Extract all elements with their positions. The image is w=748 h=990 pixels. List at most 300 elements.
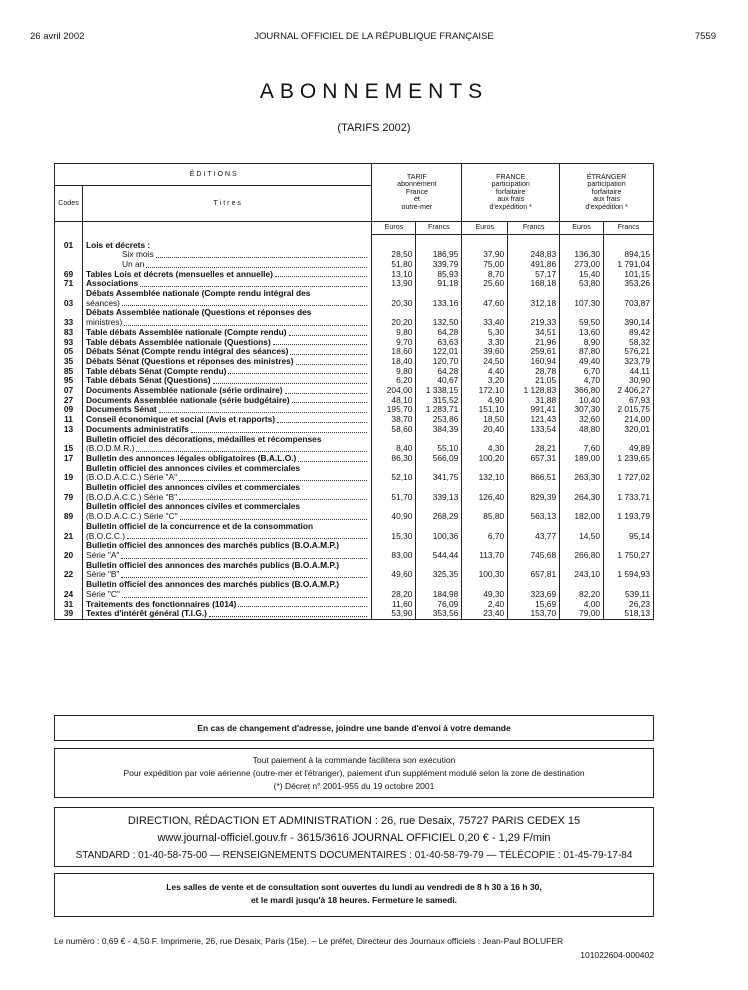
price-cell: 53,90 [372, 609, 416, 619]
price-cell: 219,33 [508, 308, 560, 327]
row-code: 20 [55, 541, 83, 560]
page-date: 26 avril 2002 [30, 31, 85, 42]
footer-reference: 101022604-000402 [580, 950, 654, 960]
row-code: 13 [55, 425, 83, 435]
price-cell: 243,10 [560, 561, 604, 580]
price-cell: 49,89 [604, 435, 654, 454]
price-cell: 75,00 [462, 260, 508, 270]
price-cell: 184,98 [416, 580, 462, 599]
price-cell: 136,30 [560, 250, 604, 260]
price-cell: 91,18 [416, 279, 462, 289]
price-cell: 132,50 [416, 308, 462, 327]
row-title-text: Textes d'intérêt général (T.I.G.) [85, 608, 207, 619]
price-cell: 21,05 [508, 376, 560, 386]
price-cell: 37,90 [462, 250, 508, 260]
price-cell: 39,60 [462, 347, 508, 357]
price-cell: 151,10 [462, 405, 508, 415]
price-cell: 323,79 [604, 357, 654, 367]
direction-address: DIRECTION, RÉDACTION ET ADMINISTRATION : 26, rue Desaix, 75727 PARIS CEDEX 15 [127, 815, 581, 827]
price-cell: 49,30 [462, 580, 508, 599]
page-title: ABONNEMENTS [259, 80, 489, 103]
price-cell: 268,29 [416, 502, 462, 521]
table-row [55, 308, 654, 327]
price-cell: 3,30 [462, 338, 508, 348]
price-cell: 168,18 [508, 279, 560, 289]
price-cell: 195,70 [372, 405, 416, 415]
table-row [55, 435, 654, 454]
row-code: 15 [55, 435, 83, 454]
titres-header: T i t r e s [82, 186, 372, 222]
price-cell: 6,20 [372, 376, 416, 386]
price-cell: 703,87 [604, 289, 654, 308]
table-row [55, 522, 654, 541]
price-cell: 160,94 [508, 357, 560, 367]
price-cell: 38,70 [372, 415, 416, 425]
price-cell: 10,40 [560, 396, 604, 406]
row-title-text: Bulletin des annonces légales obligatoires (B.A.L.O.) [85, 452, 297, 463]
currency-francs: Francs [416, 222, 462, 235]
row-code: 21 [55, 522, 83, 541]
price-cell: 85,93 [416, 270, 462, 280]
row-title-text: Lois et décrets : [85, 239, 151, 250]
price-cell: 28,21 [508, 435, 560, 454]
row-title-line: Débats Assemblée nationale (Questions et réponses des [85, 307, 312, 318]
row-code: 07 [55, 386, 83, 396]
price-cell: 49,60 [372, 561, 416, 580]
price-cell: 1 791,04 [604, 260, 654, 270]
price-cell: 85,80 [462, 502, 508, 521]
payment-line: Pour expédition par voie aérienne (outre-mer et l'étranger), paiement d'un supplément modulé selon la zone de destination [123, 768, 585, 778]
price-cell: 64,28 [416, 367, 462, 377]
price-cell: 544,44 [416, 541, 462, 560]
price-cell: 49,40 [560, 357, 604, 367]
price-cell: 51,80 [372, 260, 416, 270]
price-cell: 172,10 [462, 386, 508, 396]
table-row [55, 289, 654, 308]
page-number: 7559 [694, 31, 716, 42]
table-row [55, 541, 654, 560]
row-title-line: Bulletin officiel de la concurrence et de la consommation [85, 520, 314, 531]
table-row [55, 561, 654, 580]
price-cell: 248,83 [508, 250, 560, 260]
price-cell: 122,01 [416, 347, 462, 357]
price-cell: 13,10 [372, 270, 416, 280]
row-title-text: Conseil économique et social (Avis et rapports) [85, 414, 276, 425]
price-cell: 57,17 [508, 270, 560, 280]
price-cell: 366,80 [560, 386, 604, 396]
price-cell: 7,60 [560, 435, 604, 454]
row-title-text: Table débats Sénat (Questions) [85, 375, 211, 386]
price-cell: 76,09 [416, 600, 462, 610]
price-cell: 26,23 [604, 600, 654, 610]
price-cell: 15,69 [508, 600, 560, 610]
price-cell: 1 128,83 [508, 386, 560, 396]
price-cell: 51,70 [372, 483, 416, 502]
price-cell: 353,56 [416, 609, 462, 619]
price-cell: 52,10 [372, 464, 416, 483]
row-code: 27 [55, 396, 83, 406]
price-cell: 5,30 [462, 328, 508, 338]
price-cell: 21,96 [508, 338, 560, 348]
price-cell: 153,70 [508, 609, 560, 619]
row-title-text: (B.O.D.M.R.) [85, 443, 135, 454]
row-title [82, 609, 372, 619]
price-cell: 107,30 [560, 289, 604, 308]
price-cell: 40,90 [372, 502, 416, 521]
row-title-line [86, 609, 369, 619]
row-title-text: Six mois [121, 249, 154, 260]
row-code: 22 [55, 561, 83, 580]
row-code: 24 [55, 580, 83, 599]
price-cell: 25,60 [462, 279, 508, 289]
price-cell: 55,10 [416, 435, 462, 454]
row-title [82, 561, 372, 580]
price-cell: 384,39 [416, 425, 462, 435]
row-title-text: (B.O.D.A.C.C.) Série "C" [85, 511, 178, 522]
price-cell: 15,40 [560, 270, 604, 280]
price-cell: 2,40 [462, 600, 508, 610]
footer-line: Le numéro : 0,69 € - 4,50 F. Imprimerie, 26, rue Desaix, Paris (15e). – Le préfet, Directeur des Journaux officiels : Jean-Paul BOLUFER [54, 936, 564, 946]
price-cell: 4,40 [462, 367, 508, 377]
price-cell: 1 338,15 [416, 386, 462, 396]
row-code: 89 [55, 502, 83, 521]
sales-hours [54, 873, 654, 917]
price-cell: 33,40 [462, 308, 508, 327]
price-cell: 44,11 [604, 367, 654, 377]
price-cell: 101,15 [604, 270, 654, 280]
row-code: 83 [55, 328, 83, 338]
table-row [55, 250, 654, 260]
payment-notice [54, 748, 654, 798]
france-header: FRANCE participation forfaitaire aux frais d'expédition * [462, 164, 560, 222]
price-cell: 133,16 [416, 289, 462, 308]
row-title-text: (B.O.D.A.C.C.) Série "A" [85, 472, 178, 483]
price-cell: 9,70 [372, 338, 416, 348]
price-cell: 18,40 [372, 357, 416, 367]
price-cell: 9,80 [372, 328, 416, 338]
price-cell: 95,14 [604, 522, 654, 541]
price-cell: 341,75 [416, 464, 462, 483]
row-code: 33 [55, 308, 83, 327]
row-title-text: Documents Sénat [85, 404, 157, 415]
price-cell: 339,79 [416, 260, 462, 270]
price-cell: 1 727,02 [604, 464, 654, 483]
price-cell: 28,50 [372, 250, 416, 260]
row-title-text: Table débats Assemblée nationale (Compte rendu) [85, 326, 287, 337]
price-cell: 1 733,71 [604, 483, 654, 502]
price-cell: 657,31 [508, 454, 560, 464]
price-cell [462, 235, 508, 251]
row-title [82, 502, 372, 521]
price-cell: 100,30 [462, 561, 508, 580]
price-cell: 100,36 [416, 522, 462, 541]
row-title [82, 289, 372, 308]
row-title-line: Bulletin officiel des annonces des marchés publics (B.O.A.M.P.) [85, 579, 339, 590]
row-code: 69 [55, 270, 83, 280]
price-cell: 566,09 [416, 454, 462, 464]
price-cell: 320,01 [604, 425, 654, 435]
price-cell: 23,40 [462, 609, 508, 619]
row-title [82, 308, 372, 327]
price-cell: 53,80 [560, 279, 604, 289]
currency-francs: Francs [604, 222, 654, 235]
price-cell: 266,80 [560, 541, 604, 560]
row-title-text: (B.O.D.A.C.C.) Série "B" [85, 491, 178, 502]
table-row [55, 464, 654, 483]
price-cell: 126,40 [462, 483, 508, 502]
row-title-text: ministres) [85, 317, 123, 328]
payment-line: Tout paiement à la commande facilitera son exécution [252, 755, 456, 765]
price-cell: 1 239,65 [604, 454, 654, 464]
price-cell: 214,00 [604, 415, 654, 425]
price-cell: 20,20 [372, 308, 416, 327]
price-cell: 4,00 [560, 600, 604, 610]
price-cell: 15,30 [372, 522, 416, 541]
price-cell: 28,20 [372, 580, 416, 599]
price-cell: 100,20 [462, 454, 508, 464]
price-cell: 204,00 [372, 386, 416, 396]
price-cell [560, 235, 604, 251]
currency-euros: Euros [462, 222, 508, 235]
row-title [82, 235, 372, 251]
price-cell [416, 235, 462, 251]
price-cell: 14,50 [560, 522, 604, 541]
direction-website: www.journal-officiel.gouv.fr - 3615/3616 JOURNAL OFFICIEL 0,20 € - 1,29 F/min [157, 832, 551, 844]
price-cell: 991,41 [508, 405, 560, 415]
price-cell: 2 406,27 [604, 386, 654, 396]
journal-title: JOURNAL OFFICIEL DE LA RÉPUBLIQUE FRANÇAISE [254, 31, 494, 42]
price-cell: 20,30 [372, 289, 416, 308]
price-cell: 28,78 [508, 367, 560, 377]
price-cell: 58,60 [372, 425, 416, 435]
tariff-table-body [55, 235, 654, 620]
row-title-text: Série "C" [85, 588, 120, 599]
price-cell: 31,88 [508, 396, 560, 406]
price-cell: 133,54 [508, 425, 560, 435]
price-cell: 353,26 [604, 279, 654, 289]
price-cell: 307,30 [560, 405, 604, 415]
price-cell: 323,69 [508, 580, 560, 599]
row-title-text: Documents Assemblée nationale (série ordinaire) [85, 385, 283, 396]
price-cell: 64,28 [416, 328, 462, 338]
row-code: 79 [55, 483, 83, 502]
price-cell: 32,60 [560, 415, 604, 425]
table-row [55, 502, 654, 521]
price-cell: 11,60 [372, 600, 416, 610]
price-cell: 30,90 [604, 376, 654, 386]
price-cell: 182,00 [560, 502, 604, 521]
price-cell: 82,20 [560, 580, 604, 599]
price-cell: 132,10 [462, 464, 508, 483]
price-cell: 4,30 [462, 435, 508, 454]
price-cell: 563,13 [508, 502, 560, 521]
price-cell: 657,81 [508, 561, 560, 580]
price-cell: 339,13 [416, 483, 462, 502]
row-code: 71 [55, 279, 83, 289]
price-cell: 745,68 [508, 541, 560, 560]
row-title [82, 541, 372, 560]
row-code: 31 [55, 600, 83, 610]
row-title [82, 483, 372, 502]
row-code: 85 [55, 367, 83, 377]
price-cell: 48,10 [372, 396, 416, 406]
row-code: 03 [55, 289, 83, 308]
price-cell: 518,13 [604, 609, 654, 619]
row-title-line: Bulletin officiel des décorations, médailles et récompenses [85, 433, 322, 444]
editions-header: É D I T I O N S [55, 164, 372, 186]
currency-euros: Euros [560, 222, 604, 235]
table-row [55, 270, 654, 280]
price-cell: 259,61 [508, 347, 560, 357]
price-cell: 6,70 [462, 522, 508, 541]
price-cell: 264,30 [560, 483, 604, 502]
price-cell: 58,32 [604, 338, 654, 348]
row-title-text: Documents administratifs [85, 423, 189, 434]
row-title-text: Tables Lois et décrets (mensuelles et annuelle) [85, 268, 273, 279]
row-code: 95 [55, 376, 83, 386]
row-code: 11 [55, 415, 83, 425]
row-code: 39 [55, 609, 83, 619]
price-cell: 13,90 [372, 279, 416, 289]
price-cell: 120,70 [416, 357, 462, 367]
row-title-text: Série "B" [85, 569, 120, 580]
price-cell: 13,60 [560, 328, 604, 338]
price-cell: 325,35 [416, 561, 462, 580]
row-title-text: Débats Sénat (Questions et réponses des ministres) [85, 355, 294, 366]
price-cell: 8,90 [560, 338, 604, 348]
currency-francs: Francs [508, 222, 560, 235]
etranger-header: ÉTRANGER participation forfaitaire aux frais d'expédition * [560, 164, 654, 222]
price-cell: 18,50 [462, 415, 508, 425]
price-cell: 18,60 [372, 347, 416, 357]
decree-note: (*) Décret n° 2001-955 du 19 octobre 2001 [273, 781, 435, 791]
price-cell: 9,80 [372, 367, 416, 377]
row-title-line: Bulletin officiel des annonces des marchés publics (B.O.A.M.P.) [85, 540, 339, 551]
row-title [82, 464, 372, 483]
tariff-table [54, 163, 654, 620]
price-cell: 24,50 [462, 357, 508, 367]
price-cell: 829,39 [508, 483, 560, 502]
row-code: 35 [55, 357, 83, 367]
price-cell: 253,86 [416, 415, 462, 425]
tarif-header: TARIF abonnement France et outre-mer [372, 164, 462, 222]
price-cell: 47,60 [462, 289, 508, 308]
row-title-text: Associations [85, 278, 139, 289]
row-title-line: Bulletin officiel des annonces civiles et commerciales [85, 501, 301, 512]
row-title [82, 435, 372, 454]
price-cell: 20,40 [462, 425, 508, 435]
price-cell: 113,70 [462, 541, 508, 560]
row-title [82, 522, 372, 541]
price-cell: 263,30 [560, 464, 604, 483]
direction-phones: STANDARD : 01-40-58-75-00 — RENSEIGNEMENTS DOCUMENTAIRES : 01-40-58-79-79 — TÉLÉCOPIE : 01-45-79-17-84 [75, 850, 633, 861]
row-title-line: Bulletin officiel des annonces civiles et commerciales [85, 482, 301, 493]
sales-line: et le mardi jusqu'à 18 heures. Fermeture le samedi. [250, 895, 458, 905]
table-row [55, 483, 654, 502]
price-cell: 4,90 [462, 396, 508, 406]
price-cell: 491,86 [508, 260, 560, 270]
price-cell: 2 015,75 [604, 405, 654, 415]
price-cell: 8,70 [462, 270, 508, 280]
price-cell: 390,14 [604, 308, 654, 327]
price-cell: 539,11 [604, 580, 654, 599]
price-cell: 186,95 [416, 250, 462, 260]
address-change-notice: En cas de changement d'adresse, joindre une bande d'envoi à votre demande [54, 715, 654, 741]
price-cell: 1 594,93 [604, 561, 654, 580]
price-cell: 89,42 [604, 328, 654, 338]
row-code: 19 [55, 464, 83, 483]
price-cell: 121,43 [508, 415, 560, 425]
price-cell: 6,70 [560, 367, 604, 377]
price-cell [508, 235, 560, 251]
row-title-text: séances) [85, 297, 120, 308]
price-cell: 1 283,71 [416, 405, 462, 415]
row-title [82, 580, 372, 599]
price-cell: 1 193,79 [604, 502, 654, 521]
price-cell: 312,18 [508, 289, 560, 308]
price-cell: 86,30 [372, 454, 416, 464]
price-cell: 67,93 [604, 396, 654, 406]
price-cell: 8,40 [372, 435, 416, 454]
price-cell: 63,63 [416, 338, 462, 348]
price-cell: 189,00 [560, 454, 604, 464]
row-title-text: Un an [121, 258, 145, 269]
price-cell: 3,20 [462, 376, 508, 386]
price-cell: 866,51 [508, 464, 560, 483]
price-cell: 48,80 [560, 425, 604, 435]
price-cell: 40,67 [416, 376, 462, 386]
row-title-line: Bulletin officiel des annonces civiles et commerciales [85, 462, 301, 473]
row-title-line: Bulletin officiel des annonces des marchés publics (B.O.A.M.P.) [85, 559, 339, 570]
row-title-text: Table débats Assemblée nationale (Questions) [85, 336, 271, 347]
currency-euros: Euros [372, 222, 416, 235]
price-cell [372, 235, 416, 251]
codes-header: Codes [55, 186, 83, 222]
price-cell: 34,51 [508, 328, 560, 338]
table-row [55, 580, 654, 599]
row-title-text: (B.O.C.C.) [85, 530, 126, 541]
price-cell: 87,80 [560, 347, 604, 357]
row-title-text: Table débats Sénat (Compte rendu) [85, 365, 227, 376]
sales-line: Les salles de vente et de consultation sont ouvertes du lundi au vendredi de 8 h 30 à 16 h 30, [166, 882, 542, 892]
row-title-text: Traitements des fonctionnaires (1014) [85, 598, 237, 609]
row-title-text: Série "A" [85, 550, 120, 560]
price-cell: 273,00 [560, 260, 604, 270]
price-cell: 576,21 [604, 347, 654, 357]
row-code: 17 [55, 454, 83, 464]
row-code: 93 [55, 338, 83, 348]
price-cell: 315,52 [416, 396, 462, 406]
price-cell: 43,77 [508, 522, 560, 541]
direction-box [54, 807, 654, 867]
row-title-text: Documents Assemblée nationale (série budgétaire) [85, 394, 290, 405]
row-title-line: Débats Assemblée nationale (Compte rendu intégral des [85, 288, 311, 299]
price-cell: 83,00 [372, 541, 416, 560]
page-subtitle: (TARIFS 2002) [337, 122, 411, 134]
row-code: 05 [55, 347, 83, 357]
table-row [55, 609, 654, 619]
row-code: 09 [55, 405, 83, 415]
price-cell: 59,50 [560, 308, 604, 327]
price-cell: 894,15 [604, 250, 654, 260]
row-code [55, 250, 83, 260]
table-row [55, 235, 654, 251]
row-code: 01 [55, 235, 83, 251]
price-cell: 4,70 [560, 376, 604, 386]
price-cell: 79,00 [560, 609, 604, 619]
price-cell [604, 235, 654, 251]
row-title-text: Débats Sénat (Compte rendu intégral des séances) [85, 346, 289, 357]
